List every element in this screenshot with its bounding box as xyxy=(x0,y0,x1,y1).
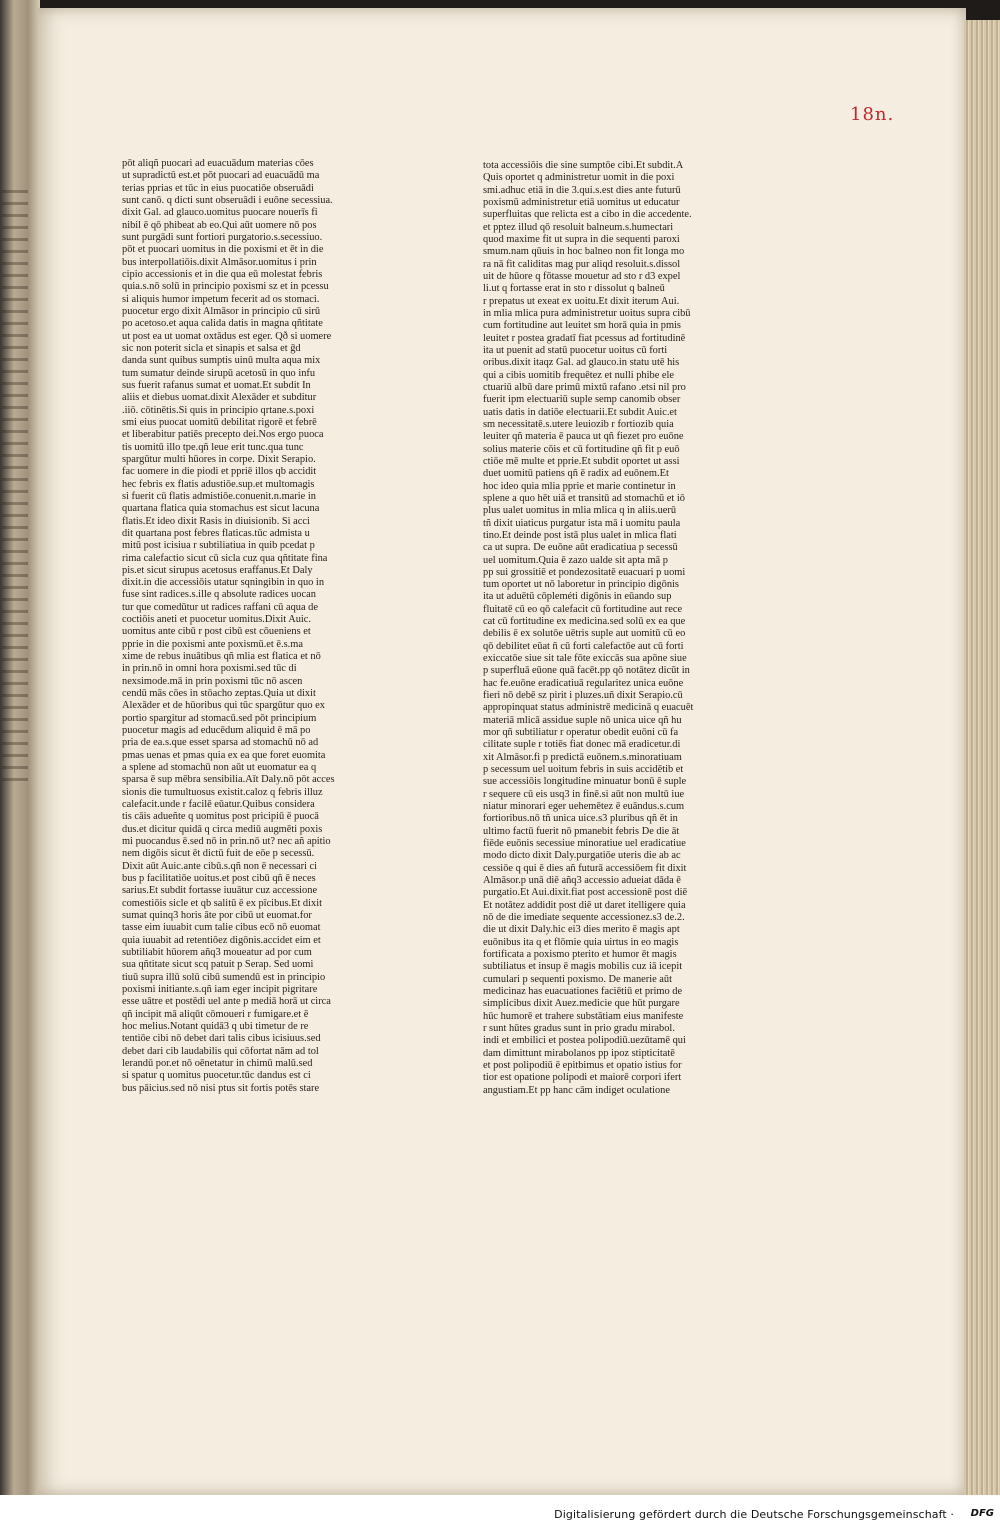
text-line: qñ incipit mā aliqūt cōmoueri r fumigare.et ē xyxy=(122,1008,309,1020)
funding-credit: Digitalisierung gefördert durch die Deutsche Forschungsgemeinschaft · xyxy=(554,1508,954,1521)
text-line: cipio accessionis et in die qua eū molestat febris xyxy=(122,268,323,280)
text-line: pmas uenas et pmas quia ex ea que foret euomita xyxy=(122,749,326,761)
text-line: li.ut q fortasse erat in sto r dissolut q balneū xyxy=(483,283,665,295)
text-line: r sequere cū eis usq3 in finē.si aūt non multū iue xyxy=(483,788,685,800)
text-line: sionis die tumultuosus existit.caloz q febris illuz xyxy=(122,786,323,798)
text-line: sus fuerit rafanus sumat et uomat.Et subdit In xyxy=(122,379,311,391)
text-line: ut post ea ut uomat oxtādus est eger. Qð si uomere xyxy=(122,330,332,342)
text-line: fiēde euōnis secessiue minoratiue uel eradicatiue xyxy=(483,838,686,850)
text-line: tentiōe cibi nō debet dari talis cibus icisiuus.sed xyxy=(122,1033,321,1045)
text-line: nem digōis sicut ēt dictū fuit de eōe p secessū. xyxy=(122,848,315,860)
text-line: Et notātez addidit post diē ut daret itelligere quia xyxy=(483,899,686,911)
text-line: cumulari p sequenti poxismo. De manerie aūt xyxy=(483,973,672,985)
text-line: mor qñ subtiliatur r operatur obedit euōni cū fa xyxy=(483,727,679,739)
text-line: sunt purgādi sunt fortiori purgatorio.s.secessiuo. xyxy=(122,231,323,243)
text-line: quartana flatica quia stomachus est sicut lacuna xyxy=(122,503,320,515)
text-line: ctiōe mē multe et pprie.Et subdit oportet ut assi xyxy=(483,455,680,467)
text-line: puocetur magis ad educēdum aliquid ē mā po xyxy=(122,725,311,737)
text-line: subtiliabit hūorem añq3 moueatur ad por cum xyxy=(122,947,312,958)
text-line: uel uomitum.Quia ē zazo ualde sit apta mā p xyxy=(483,554,668,566)
folio-number: 18n. xyxy=(850,104,895,125)
text-line: pp sui grossitiē et pondezositatē euacuari p uomi xyxy=(483,566,686,578)
text-line: cessiōe q qui ē dies añ futurā accessiōem fit dixit xyxy=(483,862,687,874)
text-line: in prin.nō in omni hora poxismi.sed tūc di xyxy=(122,663,297,675)
text-line: dixit.in die accessiōis utatur sqningibin in quo in xyxy=(122,577,325,589)
text-line: puocetur ergo dixit Almāsor in principio cū sirū xyxy=(122,305,321,317)
text-line: nexsimode.mā in prin poxismi tūc nō ascen xyxy=(122,675,303,687)
text-line: dus.et dicitur quidā q circa mediū augmēti poxis xyxy=(122,823,323,835)
text-line: materiā mlicā assidue suple nō unica uice qñ hu xyxy=(483,714,682,726)
text-line: hūc humorē et trahere substātiam eius manifeste xyxy=(483,1010,684,1022)
left-edge-bleed-text xyxy=(2,190,28,790)
text-line: sunt canō. q dicti sunt obseruādi i euōne secessiua. xyxy=(122,194,333,206)
text-line: sm necessitatē.s.utere leuiozib r fortiozib quia xyxy=(483,418,674,430)
text-line: die ut dixit Daly.hic ei3 dies merito ē magis apt xyxy=(483,924,680,936)
text-line: mitū post icisiua r subtiliatiua in quib pcedat p xyxy=(122,540,315,552)
text-line: uomitus ante cibū r post cibū est cōueniens et xyxy=(122,626,311,638)
text-line: fuse sint radices.s.ille q absolute radices uocan xyxy=(122,589,316,601)
text-line: fuerit ipm electuariū suple semp canomib obser xyxy=(483,394,681,406)
text-line: portio spargitur ad stomacū.sed pōt principium xyxy=(122,712,317,724)
text-line: exiccatōe siue sit tale fōte exiccās sua apōne siue xyxy=(483,653,687,665)
text-line: cat cū fortitudine ex medicina.sed solū ex ea que xyxy=(483,616,686,628)
text-line: sue accessiōis longitudine minuatur bonū ē suple xyxy=(483,776,687,788)
text-line: bus interpollatiōis.dixit Almāsor.uomitus i prin xyxy=(122,256,317,268)
text-line: purgatio.Et Aui.dixit.fiat post accessionē post diē xyxy=(483,887,688,899)
text-line: cilitate suple r totiēs fiat donec mā eradicetur.di xyxy=(483,739,681,751)
text-line: r sunt hūtes gradus sunt in prio gradu mirabol. xyxy=(483,1022,675,1034)
text-line: sarius.Et subdit fortasse iuuātur cuz accessione xyxy=(122,885,318,897)
left-page-edge xyxy=(0,0,40,1495)
text-line: quia iuuabit ad retentiōez digōnis.accidet eim et xyxy=(122,934,321,946)
text-line: simplicibus dixit Auez.medicie que hūt purgare xyxy=(483,998,680,1010)
text-line: si spatur q uomitus puocetur.tūc dandus est ci xyxy=(122,1070,311,1082)
text-line: xit Almāsor.fi p predictā euōnem.s.minoratiuam xyxy=(483,751,682,763)
text-line: coctiōis aneti et puocetur uomitus.Dixit Auic. xyxy=(122,614,312,626)
text-line: rima calefactio sicut cū sicla cuz qua qñtitate fina xyxy=(122,552,328,564)
text-line: poxismū administretur etiā uomitus ut educatur xyxy=(483,196,680,208)
text-line: fortioribus.nō tñ unica uice.s3 pluribus qñ ēt in xyxy=(483,813,678,825)
text-line: leuitet r postea gradatī fiat pcessus ad fortitudinē xyxy=(483,332,686,344)
text-line: tior est opatione polipodi et maiorē corpori ifert xyxy=(483,1072,682,1084)
text-line: pōt aliqñ puocari ad euacuādum materias cōes xyxy=(122,158,314,169)
right-page-stack xyxy=(964,20,1000,1495)
text-line: debilis ē ex solutōe uētris suple aut uomitū cū eo xyxy=(483,628,686,640)
text-line: fluitatē cū eo qō calefacit cū fortitudine aut rece xyxy=(483,603,683,615)
text-line: nō de die imediate sequente accessionez.s3 de.2. xyxy=(483,912,685,924)
text-line: superfluitas que relicta est a cibo in die accedente. xyxy=(483,209,692,221)
text-line: duet uomitū patiens qñ ē radix ad euōnem.Et xyxy=(483,468,669,480)
text-line: qui a cibis uomitib frequētez et nulli phibe ele xyxy=(483,369,675,381)
text-line: tñ dixit uiaticus purgatur ista mā i uomitu paula xyxy=(483,517,681,529)
text-line: quod maxime fit ut supra in die sequenti paroxi xyxy=(483,233,680,245)
text-line: esse uātre et postēdi uel ante p mediā horā ut circa xyxy=(122,996,331,1008)
text-line: fieri nō debē sz pirit i pluzes.uñ dixit Serapio.cū xyxy=(483,690,683,702)
text-line: sua qñtitate sicut scq patuit p Serap. Sed uomi xyxy=(122,959,314,971)
text-line: spargūtur multi hūores in corpe. Dixit Serapio. xyxy=(122,453,316,465)
text-line: indi et embilici et postea polipodiū.uezūtamē qui xyxy=(483,1035,686,1047)
text-line: Dixit aūt Auic.ante cibū.s.qñ non ē necessari ci xyxy=(122,860,318,872)
text-line: et post polipodiū ē epitbimus et opatio istius for xyxy=(483,1059,682,1071)
text-line: subtiliatus et insup ē magis mobilis cuz iā icepit xyxy=(483,961,683,973)
text-line: et pptez illud qō resoluit balneum.s.humectari xyxy=(483,221,674,233)
text-line: splene a quo hēt uiā et transitū ad stomachū et iō xyxy=(483,492,685,504)
text-line: appropinquat status administrē medicinā q euacuēt xyxy=(483,702,694,714)
text-line: hoc melius.Notant quidā3 q ubi timetur de re xyxy=(122,1020,309,1032)
text-line: cendū mās cōes in stōacho zeptas.Quia ut dixit xyxy=(122,688,316,700)
text-line: terias pprias et tūc in eius puocatiōe obseruādi xyxy=(122,182,314,194)
text-line: ita ut puenit ad statū puocetur uoitus cū forti xyxy=(483,344,668,356)
text-line: comestiōis sicle et qb salitū ē ex pīcibus.Et dixit xyxy=(122,897,322,909)
text-line: dit quartana post febres flaticas.tūc admista u xyxy=(122,527,310,539)
text-line: si aliquis humor impetum fecerit ad os stomaci. xyxy=(122,293,320,305)
text-line: qō debilitet eūat ñ cū forti calefactōe aut cū forti xyxy=(483,640,684,652)
text-line: bus pāicius.sed nō nisi ptus sit fortis potēs stare xyxy=(122,1082,320,1094)
text-line: et liberabitur patiēs precepto dei.Nos ergo puoca xyxy=(122,429,324,441)
text-line: po acetoso.et aqua calida datis in magna qñtitate xyxy=(122,318,323,330)
text-line: mi puocandus ē.sed nō in prin.nō ut? nec añ apitio xyxy=(122,836,331,848)
text-line: ultimo factū fuerit nō pmanebit febris De die āt xyxy=(483,825,680,837)
text-line: Almāsor.p unā diē añq3 accessio adueiat dāda ē xyxy=(483,875,681,887)
text-line: angustiam.Et pp hanc cām indiget oculatione xyxy=(483,1084,670,1096)
text-line: nibil ē qō phibeat ab eo.Qui aūt uomere nō pos xyxy=(122,219,317,231)
text-line: tum sumatur deinde sirupū acetosū in quo infu xyxy=(122,367,316,379)
text-line: tiuū supra illū solū cibū sumendū est in principio xyxy=(122,971,326,983)
text-line: cum fortitudine aut leuitet sm horā quia in pmis xyxy=(483,320,681,332)
text-line: hac fe.euōne eradicatiuā regularitez unica euōne xyxy=(483,677,684,689)
dfg-logo: DFG xyxy=(970,1508,994,1519)
text-line: sparsa ē sup mēbra sensibilia.Aīt Daly.nō pōt acces xyxy=(122,774,335,786)
text-line: pprie in die poxismi ante poxismū.et ē.s.ma xyxy=(122,638,303,650)
text-line: ca ut supra. De euōne aūt eradicatiua p secessū xyxy=(483,542,678,554)
text-line: uatis datis in datiōe electuarii.Et subdit Auic.et xyxy=(483,406,677,418)
text-line: pis.et sicut sirupus acetosus eraffanus.Et Daly xyxy=(122,564,313,576)
text-line: smi eius puocat uomitū debilitat rigorē et febrē xyxy=(122,416,317,428)
text-line: tis uomitū illo tpe.qñ leue erit tunc.qua tunc xyxy=(122,441,304,453)
text-line: leuiter qñ materia ē pauca ut qñ fiezet pro euōne xyxy=(483,431,684,443)
text-line: smi.adhuc etiā in die 3.qui.s.est dies ante futurū xyxy=(483,184,681,196)
text-line: dixit Gal. ad glauco.uomitus puocare nouerīs fi xyxy=(122,207,318,219)
text-line: in mlia mlica pura administretur uoitus supra cibū xyxy=(483,307,691,319)
text-line: quia.s.nō solū in principio poxismi sz et in pcessu xyxy=(122,281,329,293)
text-line: danda sunt quibus sumptis uinū multa aqua mix xyxy=(122,355,321,367)
text-line: debet dari cib laudabilis qui cōfortat nām ad tol xyxy=(122,1045,319,1057)
text-line: tota accessiōis die sine sumptōe cibi.Et subdit.A xyxy=(483,160,684,171)
text-line: sic non poterit sicla et sinapis et salsa et ḡd xyxy=(122,342,301,354)
text-line: fac uomere in die piodi et ppriē illos qb accidit xyxy=(122,466,317,478)
text-line: p secessum uel uoitum febris in suis accidētib et xyxy=(483,764,684,776)
text-line: si fuerit cū flatis admistiōe.conuenit.n.marie in xyxy=(122,490,316,502)
text-line: Quis oportet q administretur uomit in die poxi xyxy=(483,172,675,184)
text-line: tasse eim iuuabit cum talie cibus ecō nō euomat xyxy=(122,922,321,934)
text-line: ctuariū albū dare primū mixtū rafano .etsi nil pro xyxy=(483,381,686,393)
text-line: lerandū por.et nō oēnetatur in chimū malū.sed xyxy=(122,1057,313,1069)
text-line: ut supradictū est.et pōt puocari ad euacuādū ma xyxy=(122,170,320,182)
text-line: niatur minorari eger uehemētez ē euāndus.s.cum xyxy=(483,801,685,813)
text-line: pria de ea.s.que esset sparsa ad stomachū nō ad xyxy=(122,737,319,749)
text-line: r prepatus ut exeat ex uoitu.Et dixit iterum Aui. xyxy=(483,295,680,307)
text-line: solius materie cōis et cū fortitudine qñ fit p euō xyxy=(483,443,680,455)
text-line: tino.Et deinde post istā plus ualet in mlica flati xyxy=(483,529,677,541)
text-line: calefacit.unde r facilē eūatur.Quibus considera xyxy=(122,799,315,811)
text-line: medicinaz has euacuationes faciētiū et primo de xyxy=(483,985,683,997)
text-line: uit de hūore q fōtasse mouetur ad sto r d3 expel xyxy=(483,270,681,282)
text-line: aliis et diebus uomat.dixit Alexāder et subditur xyxy=(122,392,317,404)
text-line: hoc ideo quia mlia pprie et marie continetur in xyxy=(483,480,676,492)
text-line: ra nā fit caliditas mag pur aliqd resoluit.s.dissol xyxy=(483,258,681,270)
text-line: poxismi initiante.s.qñ iam eger incipit pigritare xyxy=(122,983,318,995)
right-text-column xyxy=(483,160,751,1097)
text-line: sumat quinq3 horis āte por cibū ut euomat.for xyxy=(122,910,312,922)
text-line: ita ut aduētū cōpleméti digōnis in eūando sup xyxy=(483,591,672,603)
text-line: oribus.dixit itaqz Gal. ad glauco.in statu utē his xyxy=(483,357,680,369)
text-line: Alexāder et de hūoribus qui tūc spargūtur quo ex xyxy=(122,700,325,712)
text-line: flatis.Et ideo dixit Rasis in diuisionib. Si acci xyxy=(122,515,310,527)
text-line: p superfluā eūone quā facēt.pp qō notātez dicūt in xyxy=(483,665,690,677)
text-line: tum oportet ut nō laboretur in principio digōnis xyxy=(483,579,679,591)
text-line: smum.nam qūuis in hoc balneo non fit longa mo xyxy=(483,246,685,258)
text-line: bus p facilitatiōe uoitus.et post cibū qñ ē neces xyxy=(122,873,316,885)
text-line: modo dicto dixit Daly.purgatiōe uteris die ab ac xyxy=(483,850,681,862)
text-line: dam dimittunt mirabolanos pp ipoz stipticitatē xyxy=(483,1047,675,1059)
text-line: fortificata a poxismo pterito et humor ēt magis xyxy=(483,949,677,960)
left-text-column xyxy=(122,158,390,1095)
text-line: hec febris ex flatis adustiōe.sup.et multomagis xyxy=(122,478,315,490)
text-line: tis cāis adueñte q uomitus post pricipiū ē puocā xyxy=(122,811,319,823)
text-line: euōnibus ita q et flōmie quia uirtus in eo magis xyxy=(483,936,679,948)
text-line: .iiō. cōtinētis.Si quis in principio qrtane.s.poxi xyxy=(122,404,315,416)
text-line: a splene ad stomachū non aūt ut euomatur ea q xyxy=(122,762,317,774)
text-line: xime de rebus inuātibus qñ mlia est flatica et nō xyxy=(122,651,321,663)
text-line: pōt et puocari uomitus in die poxismi et ēt in die xyxy=(122,244,324,256)
text-line: plus ualet uomitus in mlia mlica q in aliis.uerū xyxy=(483,505,677,517)
text-line: tur que comedūtur ut radices raffani cū aqua de xyxy=(122,601,318,613)
